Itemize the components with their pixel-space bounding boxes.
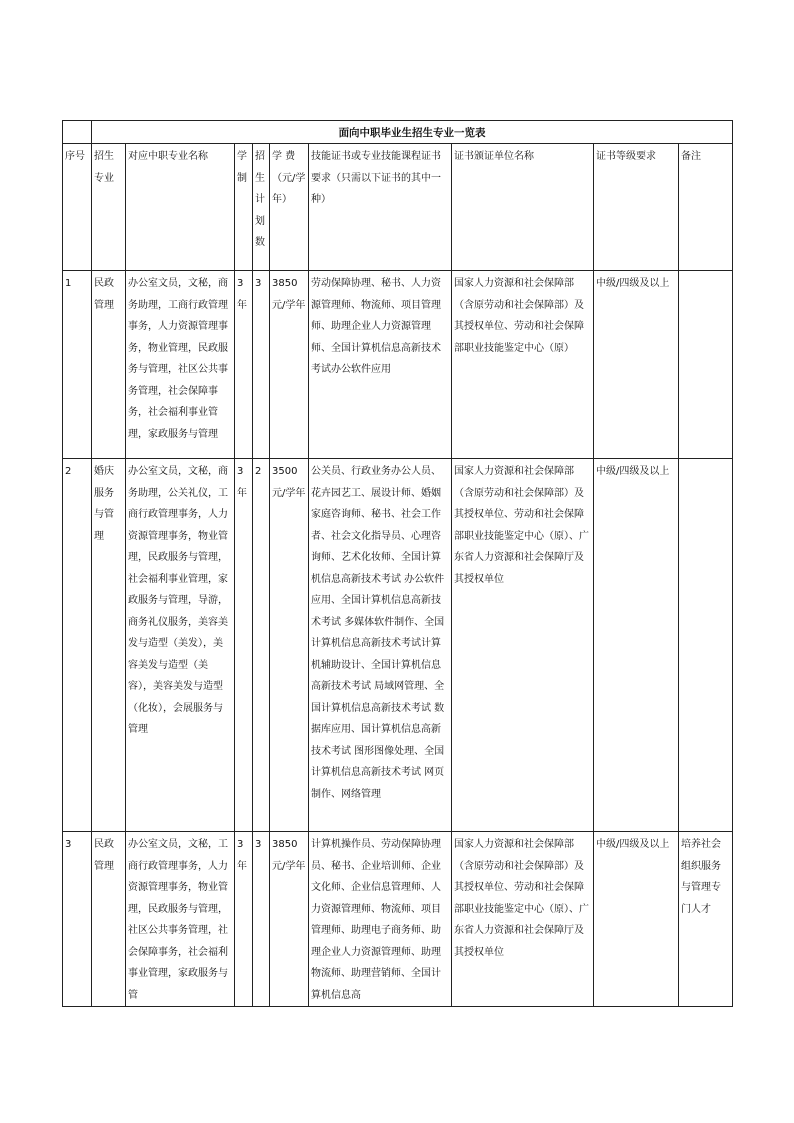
header-cell: 学 费（元/学年） [270, 144, 309, 271]
header-cell: 备注 [679, 144, 733, 271]
header-row [63, 144, 733, 271]
table-cell: 1 [63, 271, 92, 459]
table-cell: 国家人力资源和社会保障部（含原劳动和社会保障部）及其授权单位、劳动和社会保障部职业技能鉴定中心（原）、广东省人力资源和社会保障厅及其授权单位 [452, 832, 594, 1007]
header-cell: 学制 [235, 144, 253, 271]
header-cell: 对应中职专业名称 [126, 144, 235, 271]
table-cell: 计算机操作员、劳动保障协理员、秘书、企业培训师、企业文化师、企业信息管理师、人力资源管理师、物流师、项目管理师、助理电子商务师、助理企业人力资源管理师、助理物流师、助理营销师、全国计算机信息高 [309, 832, 452, 1007]
table-cell: 公关员、行政业务办公人员、花卉园艺工、展设计师、婚姻家庭咨询师、秘书、社会工作者、社会文化指导员、心理咨询师、艺术化妆师、全国计算机信息高新技术考试 办公软件应用、全国计算机信息高新技术考试 多媒体软件制作、全国计算机信息高新技术考试计算机辅助设计、全国计算机信息高新技术考试 局域网管理、全国计算机信息高新技术考试 数据库应用、国计算机信息高新技术考试 图形图像处理、全国计算机信息高新技术考试 网页制作、网络管理 [309, 459, 452, 832]
table-row [63, 832, 733, 1007]
table-cell: 2 [253, 459, 270, 832]
table-cell: 办公室文员，文秘，商务助理，公关礼仪，工商行政管理事务，人力资源管理事务，物业管理，民政服务与管理，社会福利事业管理，家政服务与管理，导游，商务礼仪服务，美容美发与造型（美发），美容美发与造型（美容），美容美发与造型（化妆），会展服务与管理 [126, 459, 235, 832]
table-cell: 3 [253, 271, 270, 459]
table-cell: 3850元/学年 [270, 832, 309, 1007]
table-cell: 3年 [235, 459, 253, 832]
table-cell: 劳动保障协理、秘书、人力资源管理师、物流师、项目管理师、助理企业人力资源管理师、全国计算机信息高新技术考试办公软件应用 [309, 271, 452, 459]
table-cell: 办公室文员，文秘，商务助理，工商行政管理事务，人力资源管理事务，物业管理，民政服务与管理，社区公共事务管理，社会保障事务，社会福利事业管理，家政服务与管理 [126, 271, 235, 459]
table-cell: 国家人力资源和社会保障部（含原劳动和社会保障部）及其授权单位、劳动和社会保障部职业技能鉴定中心（原）、广东省人力资源和社会保障厅及其授权单位 [452, 459, 594, 832]
header-cell: 招生计划数 [253, 144, 270, 271]
table-cell: 办公室文员，文秘，工商行政管理事务，人力资源管理事务，物业管理，民政服务与管理，社区公共事务管理，社会保障事务，社会福利事业管理，家政服务与管 [126, 832, 235, 1007]
table-cell [679, 271, 733, 459]
table-cell: 3 [253, 832, 270, 1007]
table-cell: 3年 [235, 832, 253, 1007]
table-row [63, 459, 733, 832]
title-blank-cell [63, 121, 92, 144]
table-cell: 中级/四级及以上 [594, 832, 679, 1007]
table-cell: 婚庆服务与管理 [92, 459, 126, 832]
table-cell: 2 [63, 459, 92, 832]
title-row [63, 121, 733, 144]
header-cell: 技能证书或专业技能课程证书要求（只需以下证书的其中一种） [309, 144, 452, 271]
header-cell: 证书等级要求 [594, 144, 679, 271]
header-cell: 序号 [63, 144, 92, 271]
table-title: 面向中职毕业生招生专业一览表 [92, 121, 733, 144]
table-cell [679, 459, 733, 832]
table-cell: 中级/四级及以上 [594, 271, 679, 459]
table-cell: 3年 [235, 271, 253, 459]
header-cell: 招生专业 [92, 144, 126, 271]
enrollment-table [62, 120, 733, 1007]
table-row [63, 271, 733, 459]
table-cell: 国家人力资源和社会保障部（含原劳动和社会保障部）及其授权单位、劳动和社会保障部职业技能鉴定中心（原） [452, 271, 594, 459]
table-cell: 3500元/学年 [270, 459, 309, 832]
table-cell: 民政管理 [92, 832, 126, 1007]
table-cell: 中级/四级及以上 [594, 459, 679, 832]
table-cell: 3850元/学年 [270, 271, 309, 459]
table-cell: 培养社会组织服务与管理专门人才 [679, 832, 733, 1007]
header-cell: 证书颁证单位名称 [452, 144, 594, 271]
table-cell: 民政管理 [92, 271, 126, 459]
table-cell: 3 [63, 832, 92, 1007]
